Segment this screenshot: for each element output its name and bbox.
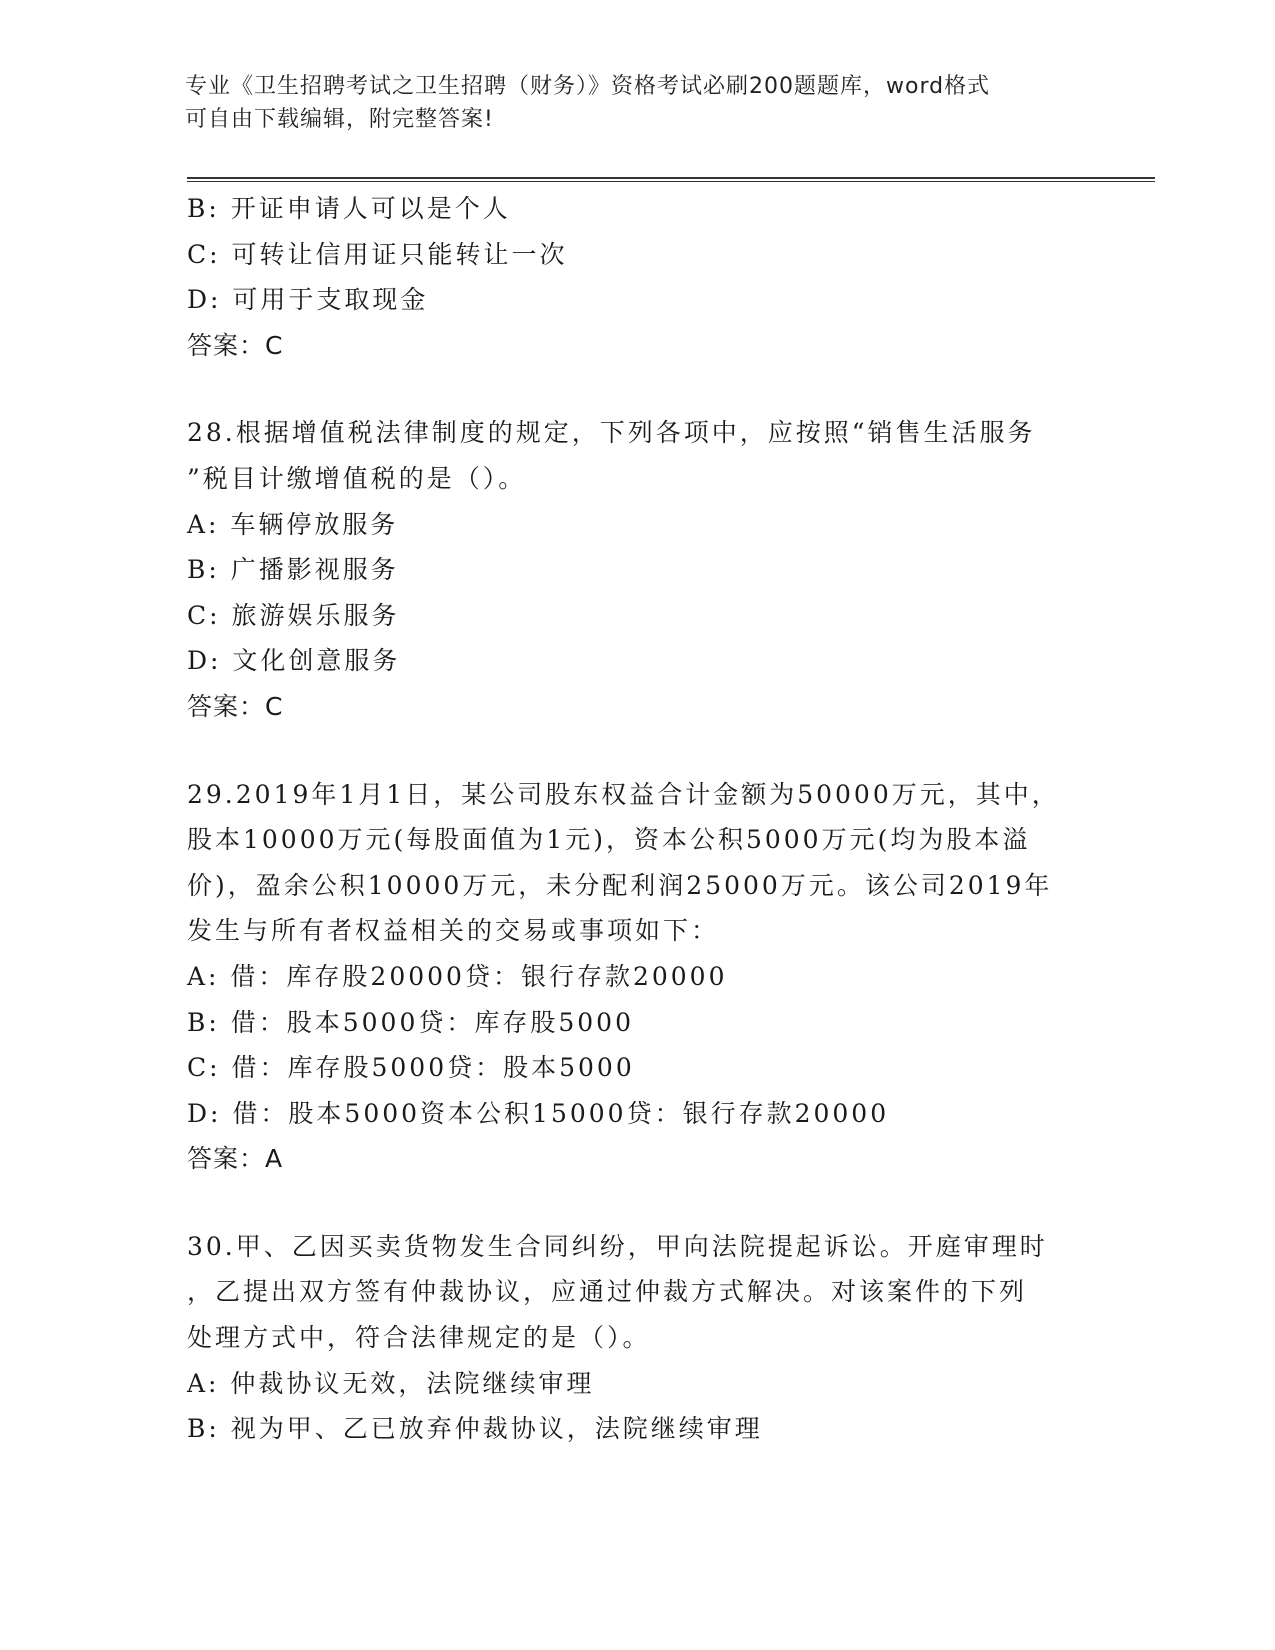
option-b: B: 广播影视服务 [187, 555, 399, 585]
option-c: C: 旅游娱乐服务 [187, 600, 400, 630]
header-title-line-1: 专业《卫生招聘考试之卫生招聘（财务）》资格考试必刷200题题库，word格式 [185, 74, 991, 99]
question-29 [187, 772, 1087, 1182]
spacer [187, 730, 1087, 772]
option-c: C: 借：库存股5000贷：股本5000 [187, 1053, 635, 1083]
answer: 答案：C [187, 330, 284, 360]
option-b: B: 借：股本5000贷：库存股5000 [187, 1007, 634, 1037]
option-d: D: 借：股本5000资本公积15000贷：银行存款20000 [187, 1098, 890, 1128]
question-stem: 价)，盈余公积10000万元，未分配利润25000万元。该公司2019年 [187, 870, 1053, 900]
option-d: D: 文化创意服务 [187, 646, 401, 676]
option-b: B: 开证申请人可以是个人 [187, 194, 511, 223]
question-28 [187, 410, 1087, 729]
option-a: A: 车辆停放服务 [187, 509, 399, 539]
option-b: B: 视为甲、乙已放弃仲裁协议，法院继续审理 [187, 1414, 763, 1444]
answer: 答案：C [187, 691, 284, 721]
question-27-continued [187, 186, 1087, 368]
option-c: C: 可转让信用证只能转让一次 [187, 239, 568, 269]
spacer [187, 1182, 1087, 1224]
option-a: A: 借：库存股20000贷：银行存款20000 [187, 961, 728, 991]
header-title-line-2: 可自由下载编辑，附完整答案! [185, 107, 494, 132]
question-stem: 29.2019年1月1日，某公司股东权益合计金额为50000万元，其中， [187, 779, 1060, 809]
question-stem: ，乙提出双方签有仲裁协议，应通过仲裁方式解决。对该案件的下列 [187, 1277, 1028, 1307]
answer: 答案：A [187, 1144, 284, 1174]
spacer [187, 368, 1087, 410]
option-d: D: 可用于支取现金 [187, 285, 429, 315]
question-30 [187, 1224, 1087, 1452]
question-stem: 处理方式中，符合法律规定的是（）。 [187, 1323, 651, 1353]
question-stem: 股本10000万元(每股面值为1元)，资本公积5000万元(均为股本溢 [187, 825, 1031, 855]
question-stem: 28.根据增值税法律制度的规定，下列各项中，应按照“销售生活服务 [187, 418, 1036, 448]
header-divider [187, 177, 1155, 182]
option-a: A: 仲裁协议无效，法院继续审理 [187, 1368, 595, 1398]
question-list [187, 186, 1087, 1452]
question-stem: 发生与所有者权益相关的交易或事项如下： [187, 916, 720, 946]
question-stem: ”税目计缴增值税的是（）。 [187, 463, 527, 493]
page-header [185, 70, 1065, 136]
question-stem: 30.甲、乙因买卖货物发生合同纠纷，甲向法院提起诉讼。开庭审理时 [187, 1231, 1048, 1261]
